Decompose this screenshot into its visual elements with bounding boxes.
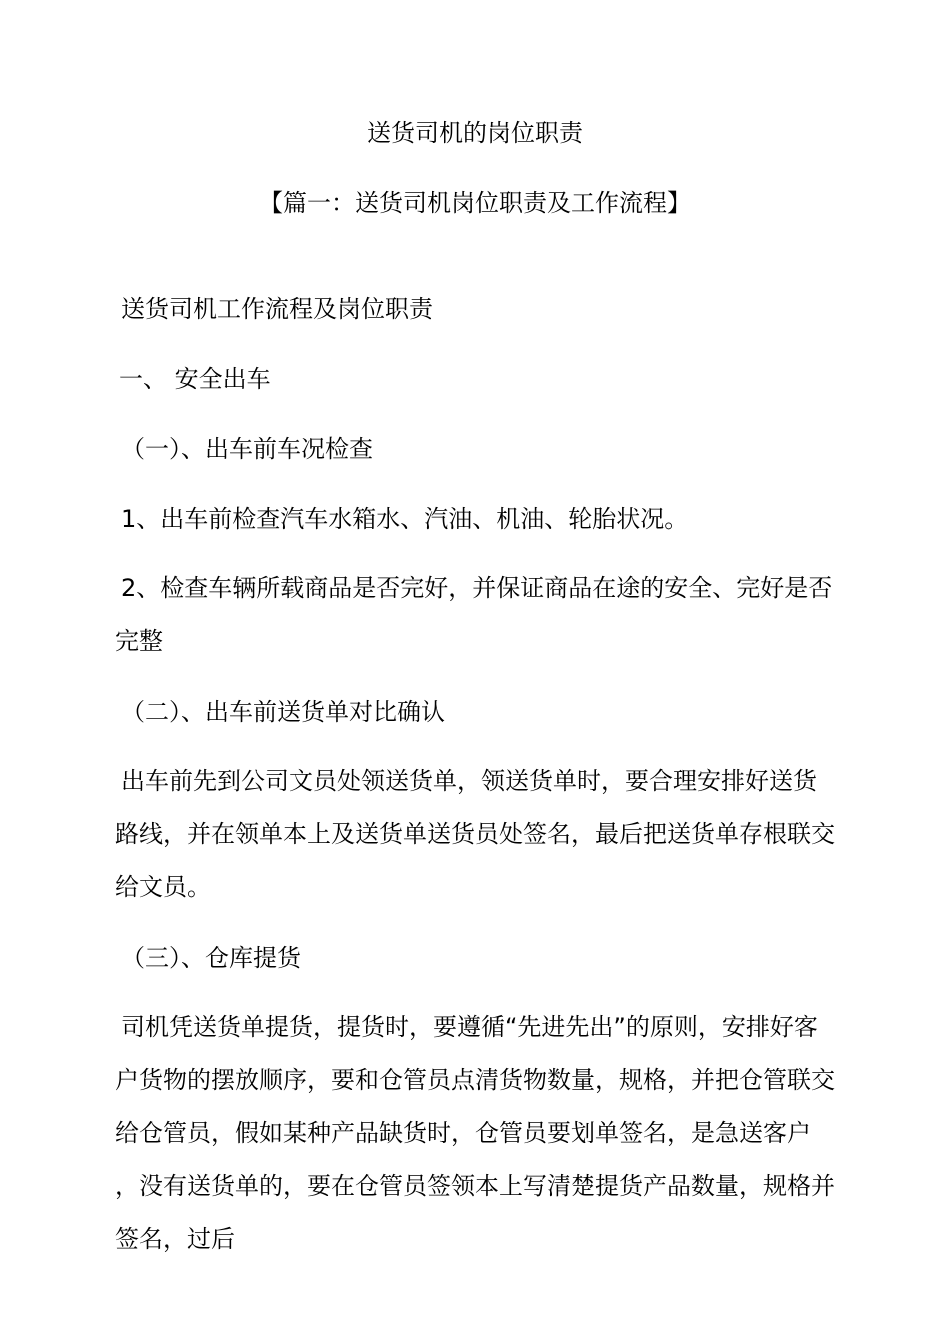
section-heading: 送货司机工作流程及岗位职责: [121, 295, 433, 323]
subsection-3-heading: （三）、仓库提货: [121, 944, 301, 972]
document-title: 送货司机的岗位职责: [367, 119, 583, 147]
document-subtitle: 【篇一：送货司机岗位职责及工作流程】: [259, 189, 691, 217]
list-item-1: 1、出车前检查汽车水箱水、汽油、机油、轮胎状况。: [121, 505, 689, 533]
section-1-heading: 一、 安全出车: [119, 365, 271, 393]
paragraph-3: 司机凭送货单提货，提货时，要遵循“先进先出”的原则，安排好客户货物的摆放顺序，要和仓管员点清货物数量，规格，并把仓管联交给仓管员，假如某种产品缺货时，仓管员要划单签名，是急送客户 ，没有送货单的，要在仓管员签领本上写清楚提货产品数量，规格并签名，过后: [115, 1013, 835, 1253]
list-item-2: 2、检查车辆所载商品是否完好，并保证商品在途的安全、完好是否完整: [115, 574, 833, 655]
subsection-1-heading: （一）、出车前车况检查: [121, 435, 373, 463]
subsection-2-heading: （二）、出车前送货单对比确认: [121, 698, 445, 726]
paragraph-2: 出车前先到公司文员处领送货单，领送货单时，要合理安排好送货路线，并在领单本上及送货单送货员处签名，最后把送货单存根联交给文员。: [115, 767, 835, 901]
